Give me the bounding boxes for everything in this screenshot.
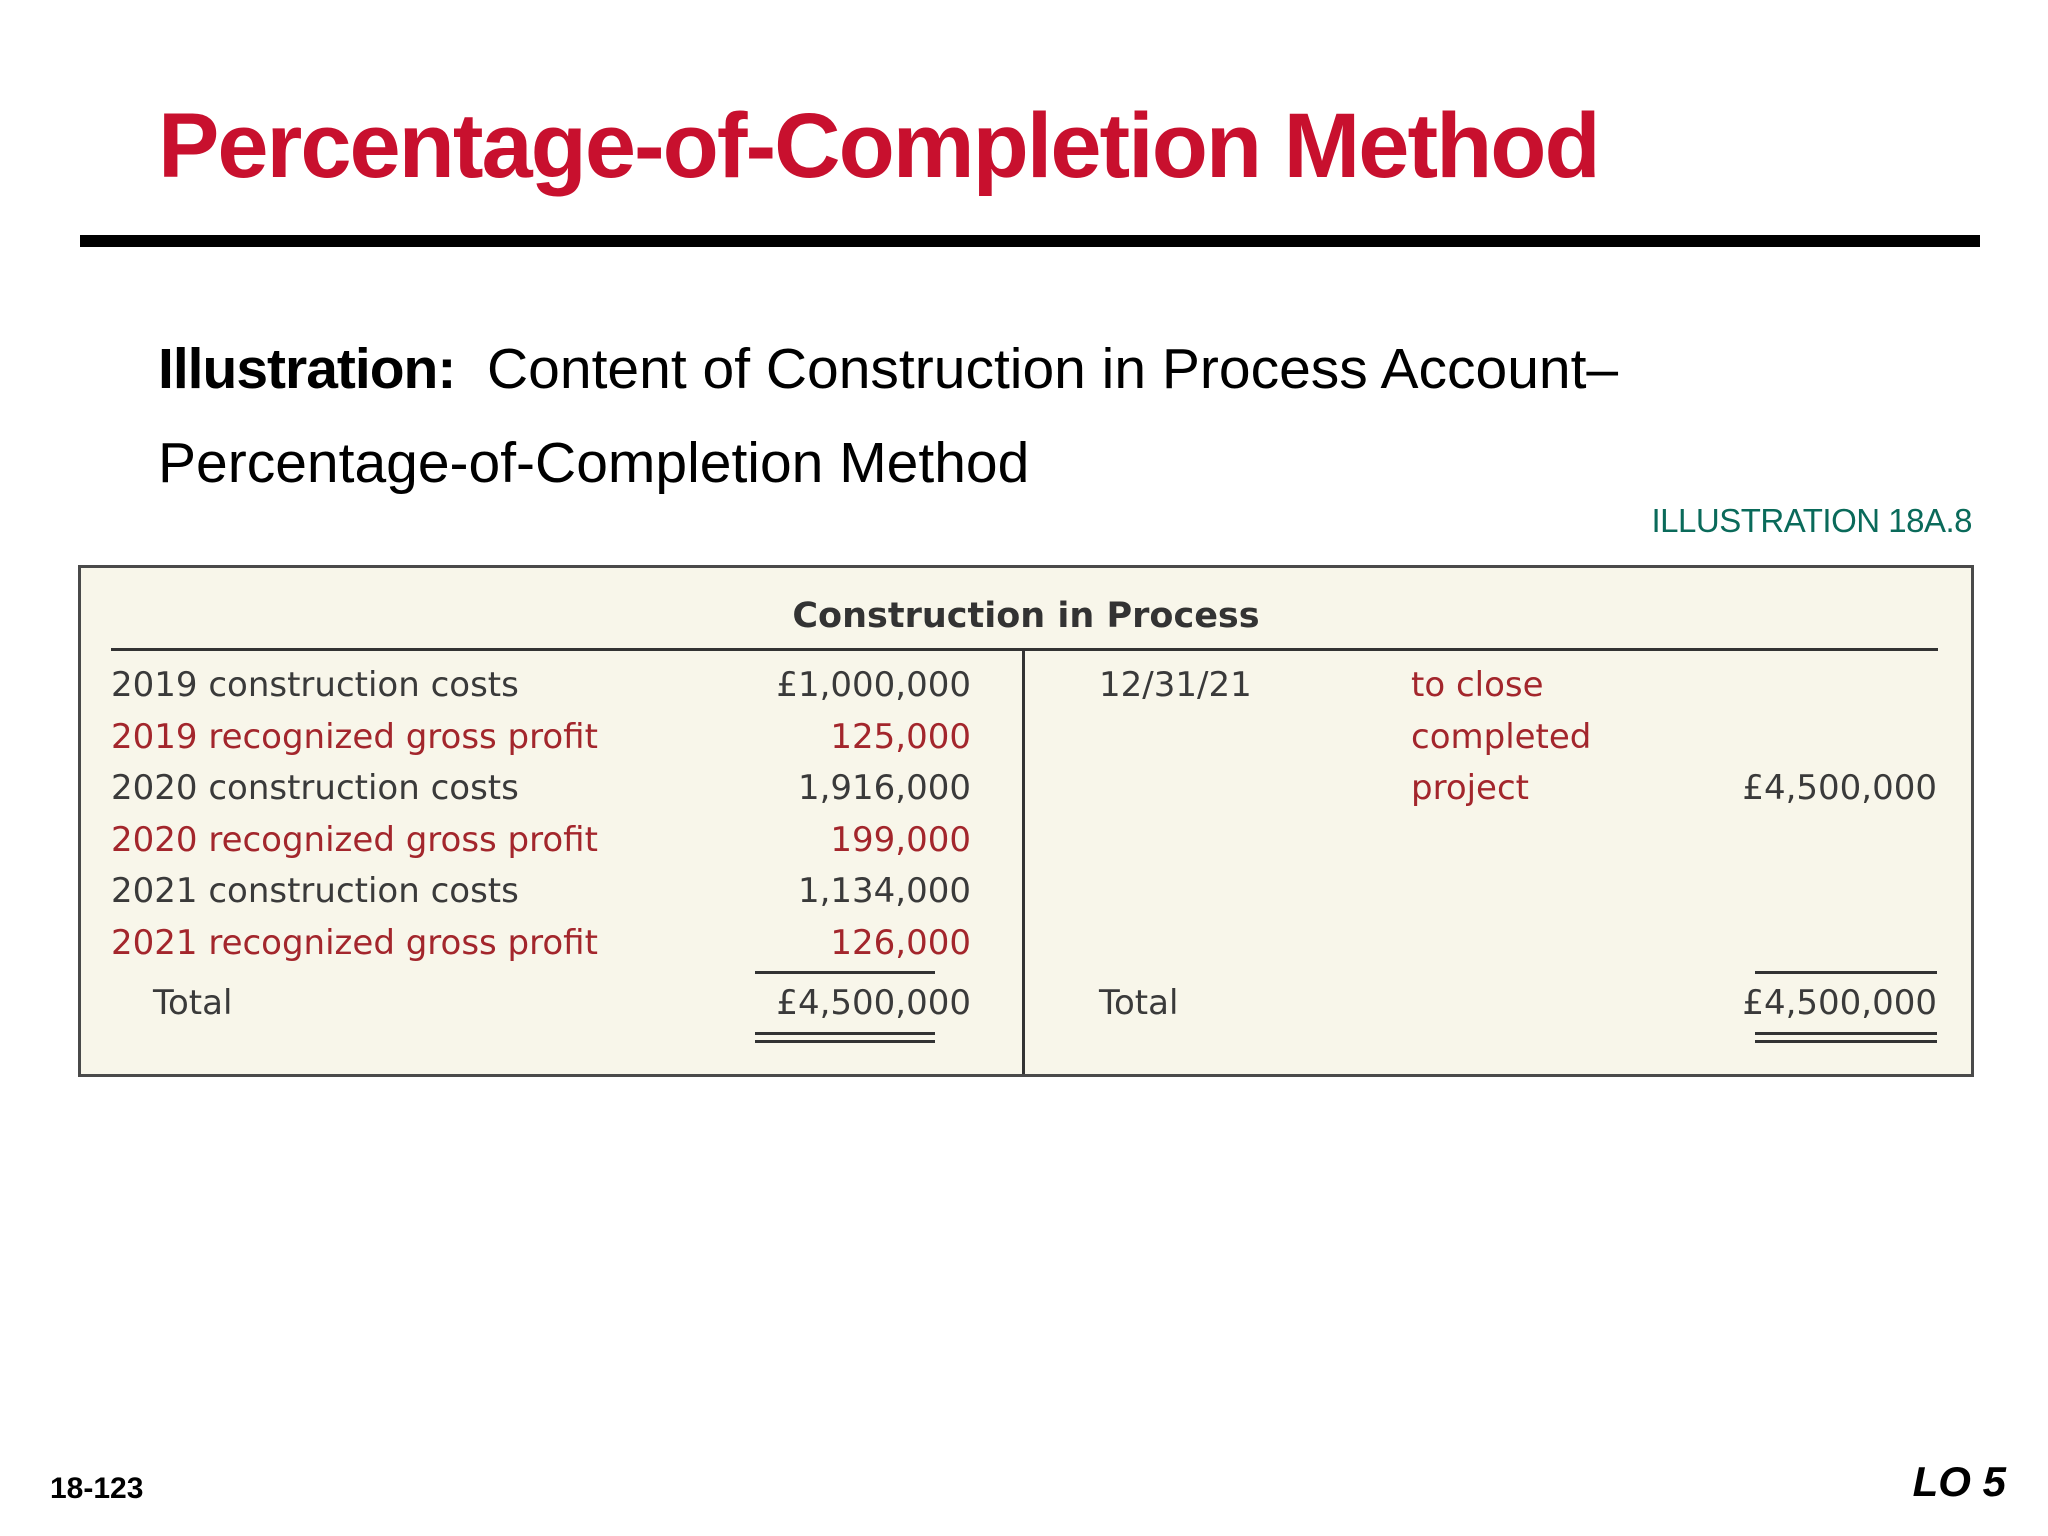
subtitle [158,322,1858,510]
subtitle-lead: Illustration: [158,337,456,401]
debit-total-label: Total [153,983,233,1023]
credit-amount: £4,500,000 [1742,768,1937,808]
subtitle-line-2: Percentage-of-Completion Method [158,431,1030,495]
debit-label: 2021 construction costs [111,871,519,911]
debit-total-amount: £4,500,000 [776,983,971,1023]
illustration-reference: ILLUSTRATION 18A.8 [1651,502,1972,539]
account-title: Construction in Process [792,596,1260,636]
debit-amount: 199,000 [830,820,971,860]
credit-sum-rule [1755,971,1937,974]
debit-amount: 126,000 [830,923,971,963]
credit-desc: project [1411,768,1530,808]
slide-number: 18-123 [50,1472,144,1505]
learning-objective: LO 5 [1912,1458,2006,1505]
slide-title: Percentage-of-Completion Method [158,95,1599,197]
debit-label: 2020 construction costs [111,768,519,808]
credit-total-amount: £4,500,000 [1742,983,1937,1023]
debit-amount: £1,000,000 [776,665,971,705]
debit-amount: 1,134,000 [797,871,971,911]
credit-desc: to close [1411,665,1544,705]
credit-double-rule [1755,1032,1937,1043]
t-account [78,565,1974,1077]
debit-amount: 125,000 [830,717,971,757]
credit-total-label: Total [1099,983,1179,1023]
debit-double-rule [755,1032,935,1043]
credit-date: 12/31/21 [1099,665,1252,705]
debit-amount: 1,916,000 [797,768,971,808]
title-underline [80,235,1980,247]
debit-label: 2020 recognized gross profit [111,820,598,860]
account-divider [1022,650,1025,1074]
debit-label: 2019 recognized gross profit [111,717,598,757]
subtitle-line-1: Content of Construction in Process Account– [487,337,1619,401]
debit-sum-rule [755,971,935,974]
debit-label: 2019 construction costs [111,665,519,705]
credit-desc: completed [1411,717,1592,757]
debit-label: 2021 recognized gross profit [111,923,598,963]
